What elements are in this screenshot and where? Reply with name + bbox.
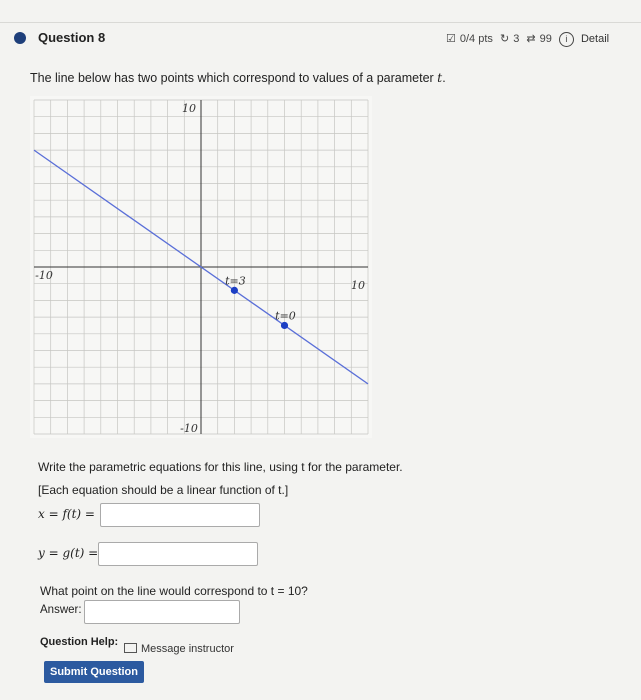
score-text: 0/4 pts [459,33,493,45]
question-status-dot [14,32,26,44]
question-help-label: Question Help: [40,636,119,648]
question-meta [446,32,613,47]
answer-label: Answer: [40,604,82,616]
prompt-param: t [437,70,443,85]
x-min-tick-label: -10 [35,269,53,282]
point-marker [231,287,238,294]
second-question-text: What point on the line would correspond to t = 10? [40,584,308,598]
point-label: t=3 [225,274,246,288]
point-label: t=0 [275,309,296,323]
y-min-tick-label: -10 [180,422,198,435]
attempts-count: 3 [513,33,520,45]
info-icon[interactable]: i [559,32,574,47]
retries-count: 99 [539,33,552,45]
retry-icon: ⇄ [526,33,536,45]
details-link[interactable]: Detail [580,33,610,45]
parametric-line-graph [30,96,372,438]
instructions-line1: Write the parametric equations for this line, using t for the parameter. [38,460,403,474]
message-instructor-label: Message instructor [141,643,234,655]
answer-input[interactable] [84,600,240,624]
top-divider [0,22,641,23]
x-equation-input[interactable] [100,503,260,527]
score-icon: ☑ [446,33,456,45]
prompt-end: . [442,71,446,85]
y-equation-input[interactable] [98,542,258,566]
submit-question-button[interactable]: Submit Question [44,661,144,683]
prompt-text: The line below has two points which correspond to values of a parameter [30,71,438,85]
envelope-icon [124,643,137,653]
question-prompt [30,70,446,85]
y-max-tick-label: 10 [182,102,196,115]
question-title: Question 8 [38,30,106,45]
question-header [0,24,641,60]
instructions-line2: [Each equation should be a linear function of t.] [38,483,289,497]
y-equation-label: y = g(t) = [38,546,99,560]
x-max-tick-label: 10 [351,279,365,292]
attempts-icon: ↻ [499,33,510,45]
x-equation-label: x = f(t) = [38,507,95,521]
point-marker [281,322,288,329]
message-instructor-link[interactable] [124,642,234,655]
